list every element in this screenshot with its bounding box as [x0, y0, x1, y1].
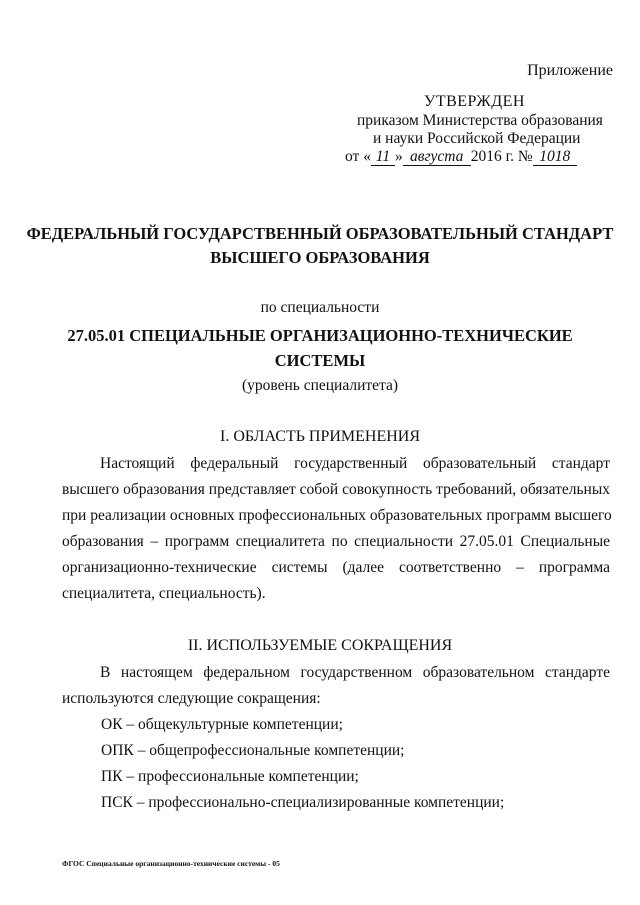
section-1-line: Настоящий федеральный государственный образовательный стандарт	[100, 455, 610, 472]
section-1-line: специалитета, специальность).	[62, 585, 266, 602]
appendix-label: Приложение	[527, 62, 613, 79]
section-1-line: организационно-технические системы (далее соответственно – программа	[62, 559, 610, 576]
section-1-line: высшего образования представляет собой совокупность требований, обязательных	[62, 481, 610, 498]
date-month: августа	[403, 149, 471, 166]
specialty-level: (уровень специалитета)	[241, 377, 399, 394]
document-title-line-1: ФЕДЕРАЛЬНЫЙ ГОСУДАРСТВЕННЫЙ ОБРАЗОВАТЕЛЬНЫЙ СТАНДАРТ	[26, 224, 614, 243]
specialty-name-line-1: 27.05.01 СПЕЦИАЛЬНЫЕ ОРГАНИЗАЦИОННО-ТЕХНИЧЕСКИЕ	[67, 326, 573, 345]
order-number: 1018	[533, 149, 577, 166]
section-2-line: используются следующие сокращения:	[62, 690, 321, 707]
date-year: 2016 г. №	[470, 148, 533, 165]
date-day: 11	[371, 149, 395, 166]
abbreviation-item: ПК – профессиональные компетенции;	[101, 768, 359, 785]
specialty-name-line-2: СИСТЕМЫ	[274, 351, 366, 370]
approved-label: УТВЕРЖДЕН	[424, 93, 525, 110]
abbreviation-item: ПСК – профессионально-специализированные компетенции;	[101, 794, 505, 811]
specialty-intro: по специальности	[260, 299, 380, 316]
section-1-line: при реализации основных профессиональных образовательных программ высшего	[62, 507, 612, 524]
section-2-line: В настоящем федеральном государственном образовательном стандарте	[100, 664, 610, 681]
document-title-line-2: ВЫСШЕГО ОБРАЗОВАНИЯ	[210, 248, 430, 267]
order-line-2: и науки Российской Федерации	[373, 130, 581, 147]
page-footer: ФГОС Специальные организационно-технические системы - 05	[62, 859, 280, 868]
section-1-heading: I. ОБЛАСТЬ ПРИМЕНЕНИЯ	[219, 428, 421, 445]
section-1-line: образования – программ специалитета по специальности 27.05.01 Специальные	[62, 533, 610, 550]
order-line-1: приказом Министерства образования	[357, 112, 603, 129]
date-prefix: от «	[345, 148, 371, 165]
order-date-line	[345, 148, 577, 166]
section-2-heading: II. ИСПОЛЬЗУЕМЫЕ СОКРАЩЕНИЯ	[187, 637, 453, 654]
abbreviation-item: ОПК – общепрофессиональные компетенции;	[101, 742, 405, 759]
date-separator: »	[394, 148, 403, 165]
abbreviation-item: ОК – общекультурные компетенции;	[101, 716, 343, 733]
